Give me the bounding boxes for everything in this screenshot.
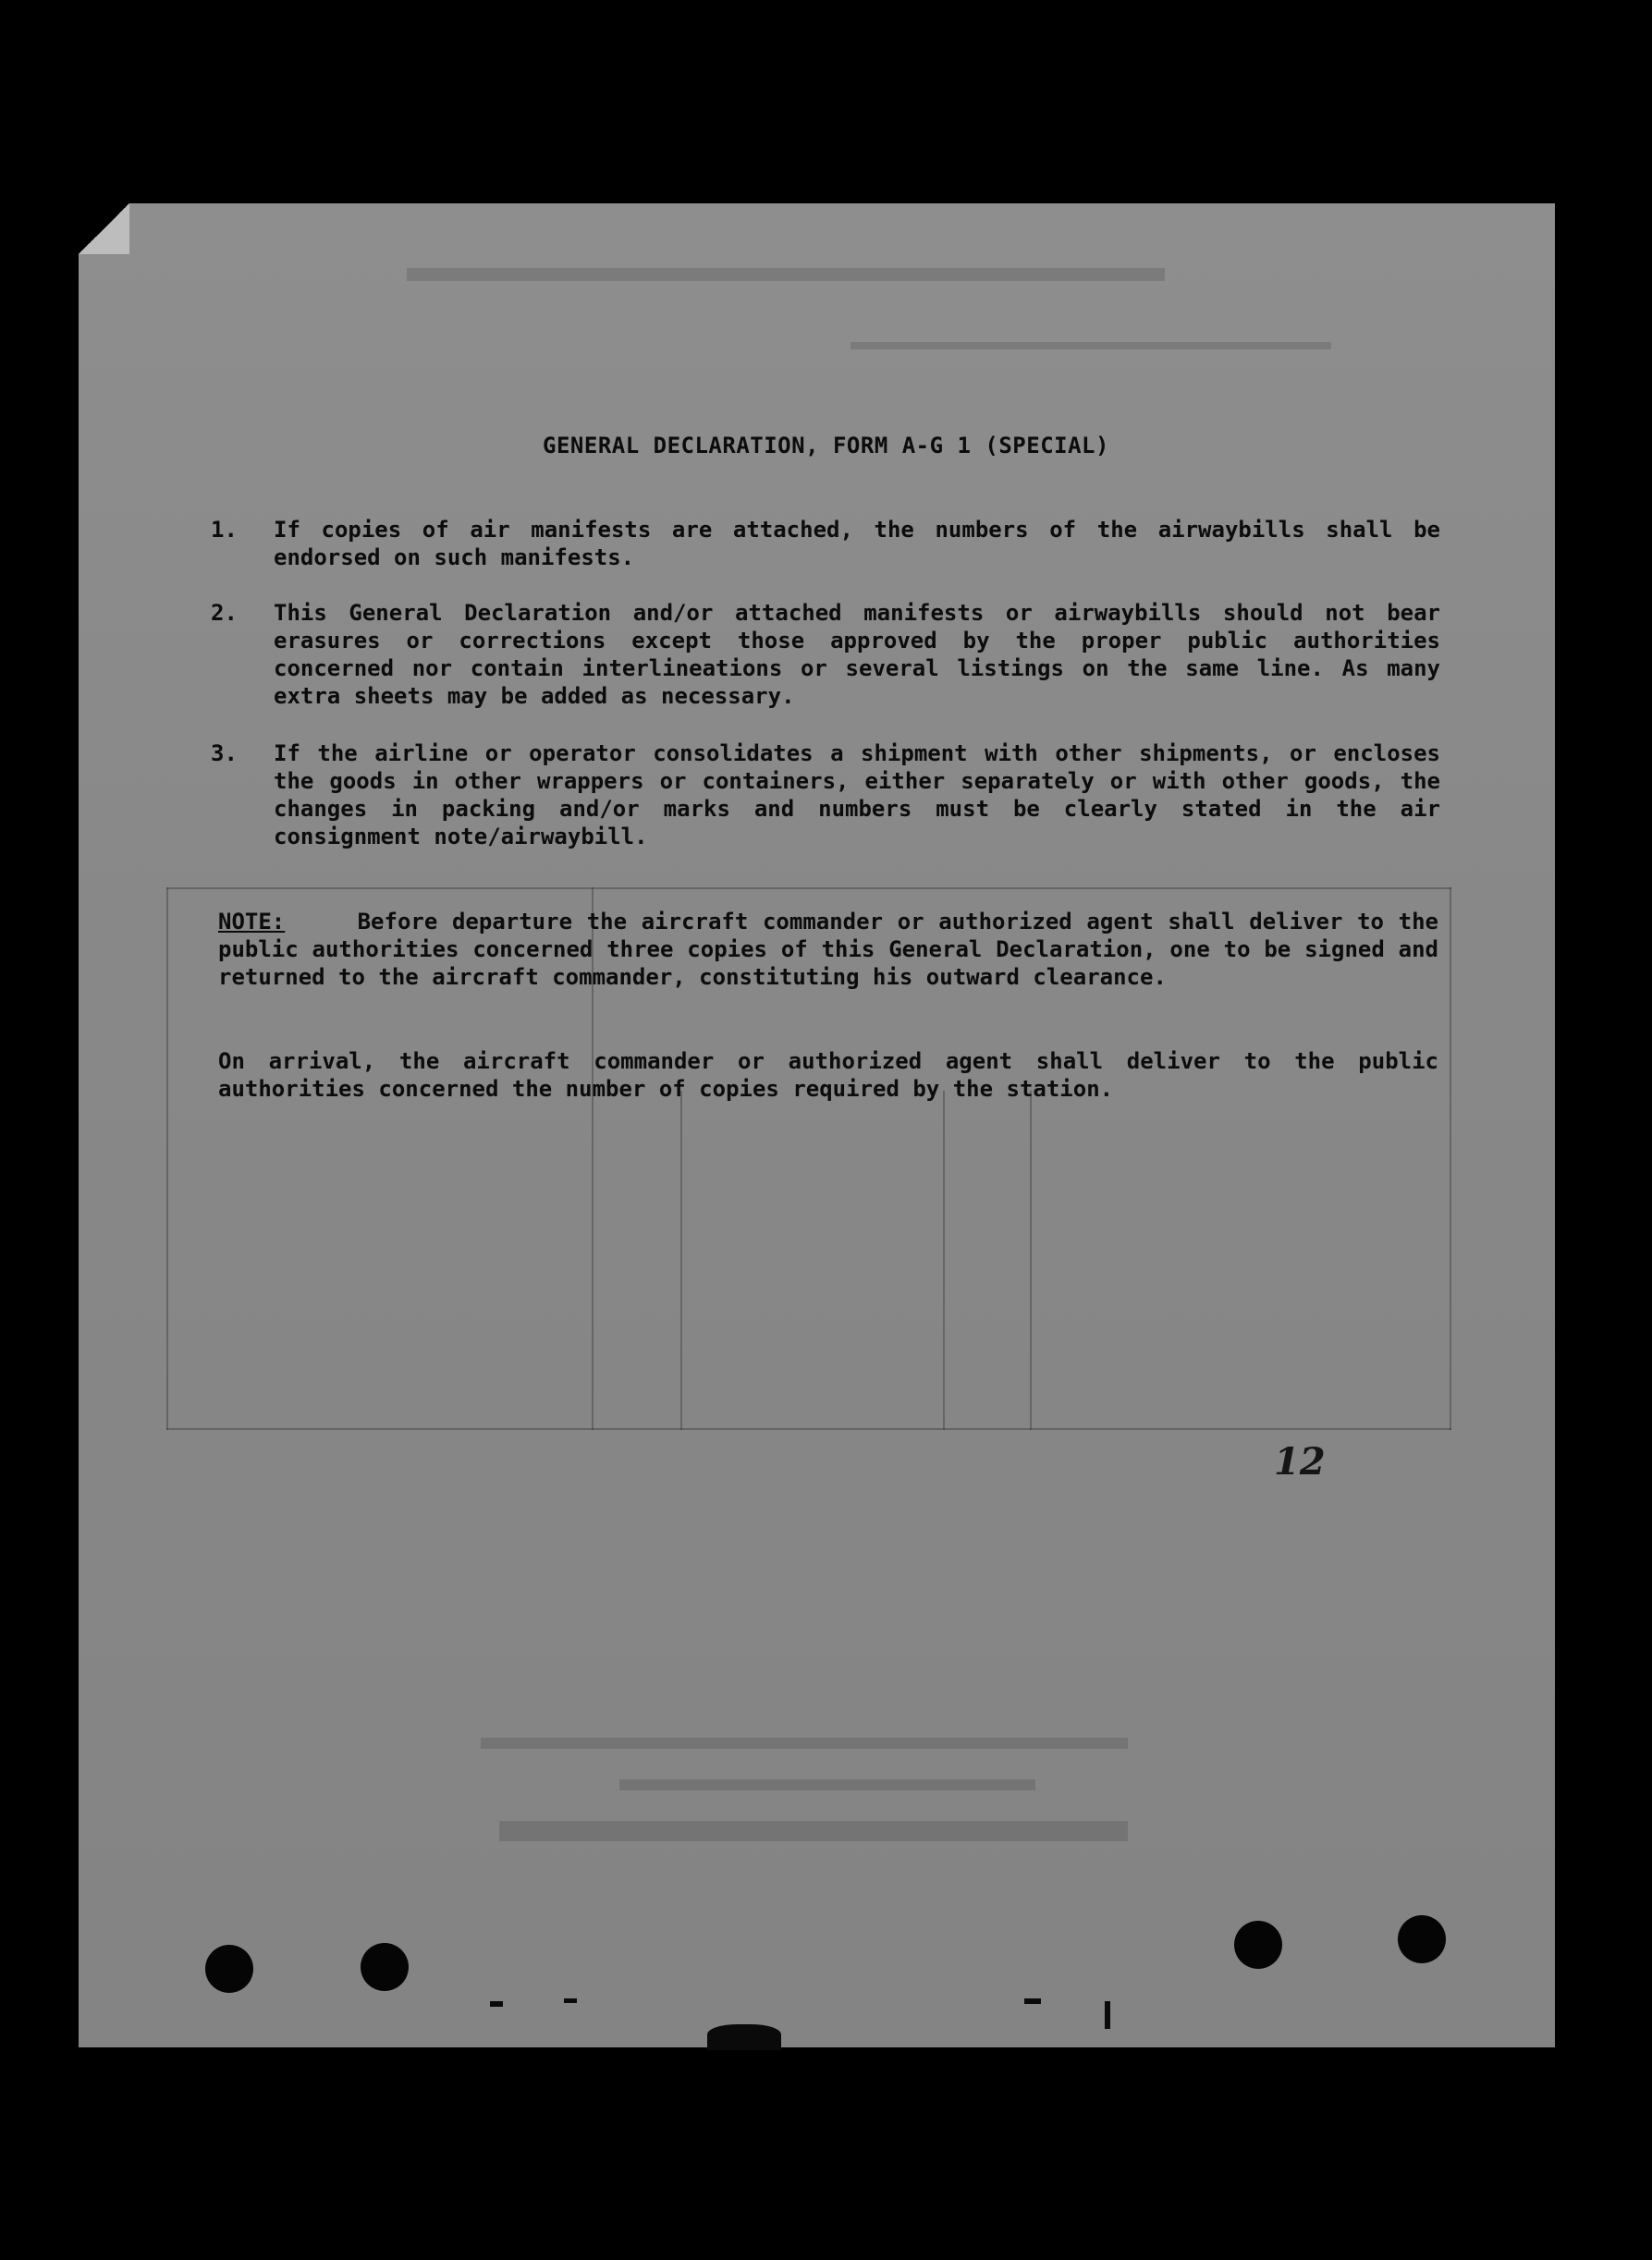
item-text: If the airline or operator consolidates a shipment with other shipments, or encloses the goods in other wrappers or containers, either separately or with other goods, the changes in packing and/or marks and numbers must be clearly stated in the air consignment note/airwaybill. (274, 740, 1440, 849)
note-text: Before departure the aircraft commander or authorized agent shall deliver to the public authorities concerned three copies of this General Declaration, one to be signed and returned to the aircraft commander, constituting his outward clearance. (218, 909, 1438, 990)
tear-mark (490, 2001, 503, 2007)
form-grid-line (1450, 887, 1451, 1430)
item-text: If copies of air manifests are attached, the numbers of the airwaybills shall be endorsed on such manifests. (274, 517, 1440, 570)
punch-hole (205, 1945, 253, 1993)
folded-corner (79, 203, 129, 254)
bleed-through-line (499, 1821, 1128, 1841)
bleed-through-line (850, 342, 1331, 349)
document-sheet (79, 203, 1555, 2047)
tear-mark (1024, 1998, 1041, 2004)
note-label: NOTE: (218, 909, 286, 935)
punch-hole (1398, 1915, 1446, 1963)
handwritten-page-number: 12 (1274, 1440, 1326, 1484)
form-grid-line (680, 1091, 682, 1430)
item-text: This General Declaration and/or attached manifests or airwaybills should not bear erasures or corrections except those approved by the proper public authorities concerned nor contain interlineations or several listings on the same line. As many extra sheets may be added as necessary. (274, 600, 1440, 709)
punch-hole (361, 1943, 409, 1991)
form-grid-line (1030, 1091, 1032, 1430)
note-paragraph-2 (218, 1047, 1438, 1103)
tear-mark (707, 2024, 781, 2050)
form-grid-line (166, 887, 168, 1430)
form-title: GENERAL DECLARATION, FORM A-G 1 (SPECIAL) (543, 433, 1109, 458)
item-number: 2. (211, 600, 238, 626)
note-text: On arrival, the aircraft commander or authorized agent shall deliver to the public authorities concerned the number of copies required by the station. (218, 1048, 1438, 1102)
form-grid-line (166, 887, 1451, 889)
punch-hole (1234, 1921, 1282, 1969)
tear-mark (1105, 2001, 1110, 2029)
bleed-through-line (407, 268, 1165, 281)
bleed-through-line (481, 1738, 1128, 1749)
item-number: 1. (211, 517, 238, 543)
note-paragraph-1 (218, 908, 1438, 991)
form-grid-line (943, 1091, 945, 1430)
form-grid-line (166, 1428, 1451, 1430)
bleed-through-line (619, 1779, 1035, 1790)
tear-mark (564, 1998, 577, 2003)
item-number: 3. (211, 740, 238, 766)
